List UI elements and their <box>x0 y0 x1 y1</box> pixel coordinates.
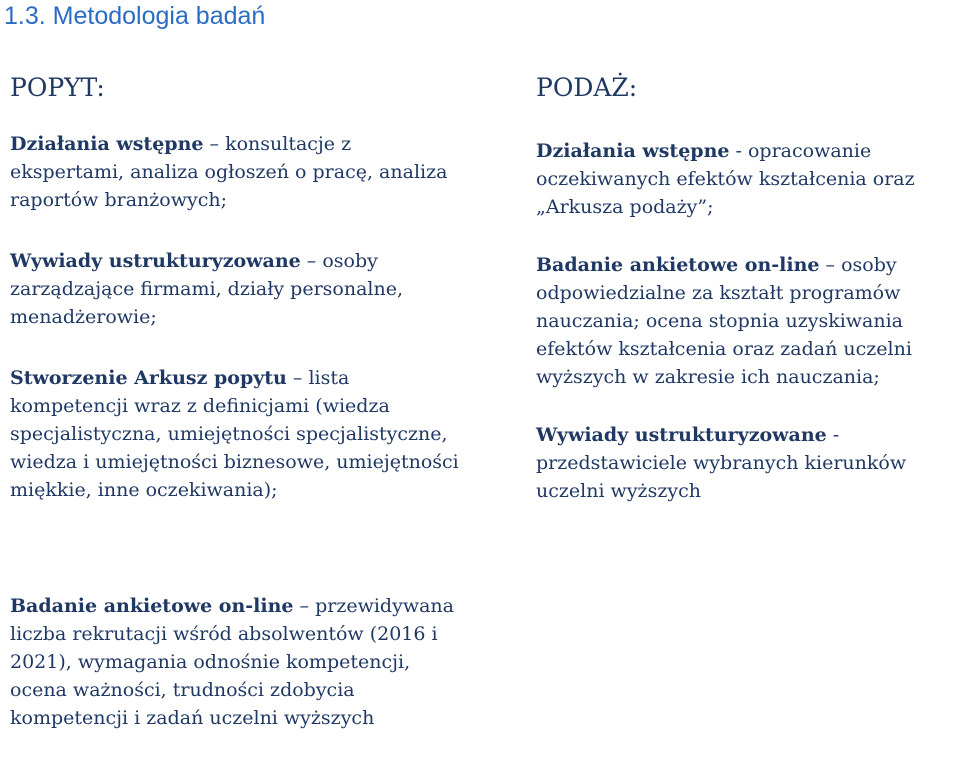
demand-item-sheet <box>10 364 465 504</box>
supply-title: PODAŻ: <box>536 73 638 102</box>
supply-item-survey-text: – osoby odpowiedzialne za kształt programów nauczania; ocena stopnia uzyskiwania efektów kształcenia oraz zadań uczelni wyższych w zakresie ich nauczania; <box>536 254 912 388</box>
demand-item-preliminary <box>10 130 465 214</box>
supply-item-survey-lead: Badanie ankietowe on-line <box>536 254 820 276</box>
demand-item-interviews-text: – osoby zarządzające firmami, działy personalne, menadżerowie; <box>10 250 404 328</box>
page-title: 1.3. Metodologia badań <box>4 2 266 30</box>
demand-item-sheet-text: – lista kompetencji wraz z definicjami (wiedza specjalistyczna, umiejętności specjalistyczne, wiedza i umiejętności biznesowe, umiejętności miękkie, inne oczekiwania); <box>10 367 459 501</box>
supply-item-preliminary-text: - opracowanie oczekiwanych efektów kształcenia oraz „Arkusza podaży”; <box>536 140 915 218</box>
demand-item-survey-text: – przewidywana liczba rekrutacji wśród absolwentów (2016 i 2021), wymagania odnośnie kompetencji, ocena ważności, trudności zdobycia kompetencji i zadań uczelni wyższych <box>10 595 454 729</box>
supply-item-preliminary <box>536 137 960 221</box>
demand-title: POPYT: <box>10 73 105 102</box>
demand-item-preliminary-lead: Działania wstępne <box>10 133 204 155</box>
demand-item-sheet-lead: Stworzenie Arkusz popytu <box>10 367 287 389</box>
supply-item-interviews-text: - przedstawiciele wybranych kierunków uczelni wyższych <box>536 424 907 502</box>
demand-item-interviews <box>10 247 465 331</box>
supply-column <box>536 137 960 505</box>
supply-item-interviews-lead: Wywiady ustrukturyzowane <box>536 424 827 446</box>
supply-item-interviews <box>536 421 960 505</box>
demand-item-survey-lead: Badanie ankietowe on-line <box>10 595 294 617</box>
demand-item-preliminary-text: – konsultacje z ekspertami, analiza ogłoszeń o pracę, analiza raportów branżowych; <box>10 133 448 211</box>
demand-item-survey <box>10 592 465 732</box>
supply-item-preliminary-lead: Działania wstępne <box>536 140 730 162</box>
demand-column <box>10 130 465 504</box>
supply-item-survey <box>536 251 960 391</box>
demand-item-interviews-lead: Wywiady ustrukturyzowane <box>10 250 301 272</box>
demand-survey-block <box>10 592 465 732</box>
